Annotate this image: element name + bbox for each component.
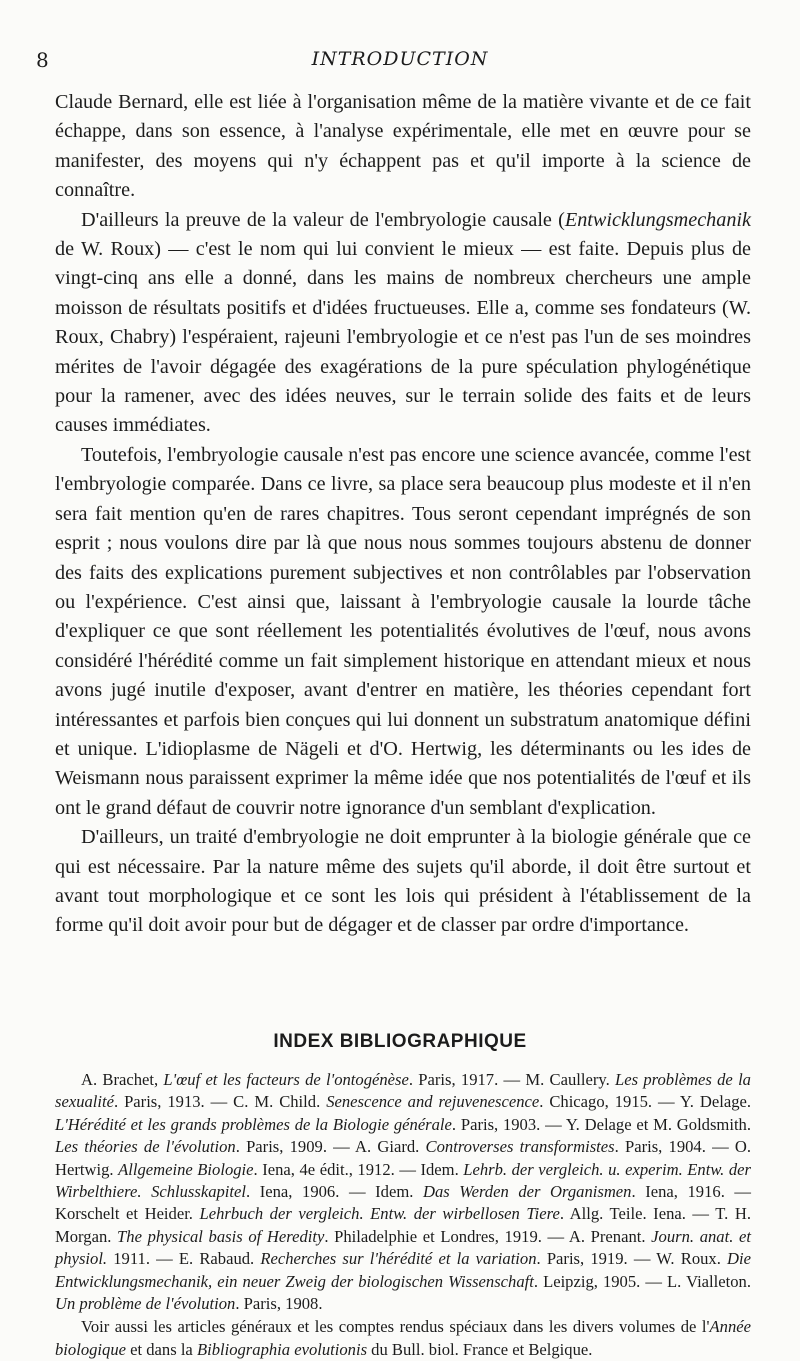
note-text: Voir aussi les articles généraux et les comptes rendus spéciaux dans les divers volumes de l': [81, 1317, 710, 1337]
running-title: INTRODUCTION: [311, 48, 489, 70]
paragraph-2-text-b: de W. Roux) — c'est le nom qui lui convient le mieux — est faite. Depuis plus de vingt-cinq ans elle a donné, dans les mains de nombreux chercheurs une ample moisson de résultats positifs et d'idées fructueuses. Elle a, comme ses fondateurs (W. Roux, Chabry) l'espéraient, rajeuni l'embryologie et ce n'est pas l'un de ses moindres mérites de l'avoir dégagée des exagérations de la pure spéculation phylogénétique pour la ramener, avec des idées neuves, sur le terrain solide des faits et de leurs causes immédiates.: [55, 238, 751, 437]
bib-title: Les problèmes de la sexualité: [55, 1070, 751, 1112]
bib-text: . Allg. Teile. Iena. — T. H. Morgan.: [55, 1204, 751, 1246]
body-text: [55, 88, 751, 941]
note-text: et dans la: [125, 1339, 197, 1359]
note-text: du Bull. biol. France et Belgique.: [367, 1339, 593, 1359]
paragraph-1: [55, 88, 751, 206]
bib-title: Les théories de l'évolution: [55, 1137, 236, 1157]
bibliography-note: [55, 1316, 751, 1361]
bib-text: . Paris, 1903. — Y. Delage et M. Goldsmith.: [451, 1114, 752, 1134]
bib-text: . Paris, 1917. — M. Caullery.: [408, 1070, 616, 1089]
bib-text: . Paris, 1904. — O. Hertwig.: [55, 1137, 751, 1179]
bib-text: . Paris, 1909. — A. Giard.: [235, 1137, 426, 1157]
bib-text: A. Brachet,: [81, 1070, 164, 1089]
bib-title: The physical basis of Heredity: [117, 1226, 325, 1246]
paragraph-2: [55, 206, 751, 441]
paragraph-2-text-a: D'ailleurs la preuve de la valeur de l'embryologie causale (: [81, 208, 565, 231]
bib-text: . Chicago, 1915. — Y. Delage.: [539, 1092, 752, 1112]
bib-text: . Iena, 1906. — Idem.: [246, 1182, 423, 1202]
bib-title: Controverses transformistes: [425, 1137, 615, 1157]
bib-title: Allgemeine Biologie: [118, 1159, 254, 1179]
bib-title: L'œuf et les facteurs de l'ontogénèse: [163, 1070, 409, 1089]
bib-title: Die Entwicklungsmechanik, ein neuer Zweig der biologischen Wissenschaft: [55, 1249, 751, 1291]
page-number: 8: [36, 48, 49, 72]
bib-text: . Paris, 1908.: [235, 1294, 323, 1314]
paragraph-2-italic: Entwicklungsmechanik: [564, 208, 751, 231]
bib-text: 1911. — E. Rabaud.: [107, 1249, 261, 1269]
paragraph-3: Toutefois, l'embryologie causale n'est pas encore une science avancée, comme l'est l'embryologie comparée. Dans ce livre, sa place sera beaucoup plus modeste et il n'en sera fait mention qu'en de rares chapitres. Tous seront cependant imprégnés de son esprit ; nous voulons dire par là que nous nous sommes toujours abstenu de donner des faits des explications purement subjectives et non contrôlables par l'observation ou l'expérience. C'est ainsi que, laissant à l'embryologie causale la lourde tâche d'expliquer ce que sont réellement les potentialités évolutives de l'œuf, nous avons considéré l'hérédité comme un fait simplement historique en attendant mieux et nous avons jugé inutile d'exposer, avant d'entrer en matière, les théories cependant fort intéressantes et parfois bien conçues qui lui donnent un substratum anatomique défini et unique. L'idioplasme de Nägeli et d'O. Hertwig, les déterminants ou les ides de Weismann nous paraissent exprimer la même idée que nos potentialités de l'œuf et ils ont le grand défaut de couvrir notre ignorance d'un semblant d'explication.: [55, 443, 751, 819]
bib-text: . Paris, 1919. — W. Roux.: [536, 1249, 728, 1269]
bib-title: L'Hérédité et les grands problèmes de la Biologie générale: [55, 1114, 452, 1134]
bib-title: Das Werden der Organismen: [422, 1182, 632, 1202]
note-title: Année biologique: [55, 1317, 751, 1359]
bib-title: Lehrb. der vergleich. u. experim. Entw. der Wirbelthiere. Schlusskapitel: [55, 1159, 751, 1202]
bib-text: . Iena, 1916. — Korschelt et Heider.: [55, 1182, 752, 1224]
note-title: Bibliographia evolutionis: [196, 1339, 368, 1359]
paragraph-4: D'ailleurs, un traité d'embryologie ne doit emprunter à la biologie générale que ce qui est nécessaire. Par la nature même des sujets qu'il aborde, il doit être surtout et avant tout morphologique et ce sont les lois qui président à l'établissement de la forme qu'il doit avoir pour but de dégager et de classer par ordre d'importance.: [55, 826, 751, 937]
paragraph-1-text: Claude Bernard, elle est liée à l'organisation même de la matière vivante et de ce fait échappe, dans son essence, à l'analyse expérimentale, elle met en œuvre pour se manifester, des moyens qui n'y échappent pas et qu'il importe à la science de connaître.: [55, 91, 751, 202]
bib-text: . Paris, 1913. — C. M. Child.: [113, 1092, 327, 1112]
page-header: [36, 48, 764, 78]
bib-title: Lehrbuch der vergleich. Entw. der wirbellosen Tiere: [199, 1204, 560, 1224]
bib-title: Senescence and rejuvenescence: [326, 1092, 540, 1112]
bib-title: Un problème de l'évolution: [55, 1294, 236, 1314]
bib-text: . Leipzig, 1905. — L. Vialleton.: [533, 1271, 751, 1291]
bibliography-entries: [55, 1069, 751, 1315]
index-heading: INDEX BIBLIOGRAPHIQUE: [273, 1031, 527, 1052]
bibliography: [55, 1069, 751, 1361]
bib-title: Journ. anat. et physiol.: [55, 1226, 751, 1269]
bib-title: Recherches sur l'hérédité et la variation: [260, 1249, 537, 1269]
bib-text: . Philadelphie et Londres, 1919. — A. Prenant.: [324, 1226, 652, 1246]
bib-text: . Iena, 4e édit., 1912. — Idem.: [253, 1159, 464, 1179]
